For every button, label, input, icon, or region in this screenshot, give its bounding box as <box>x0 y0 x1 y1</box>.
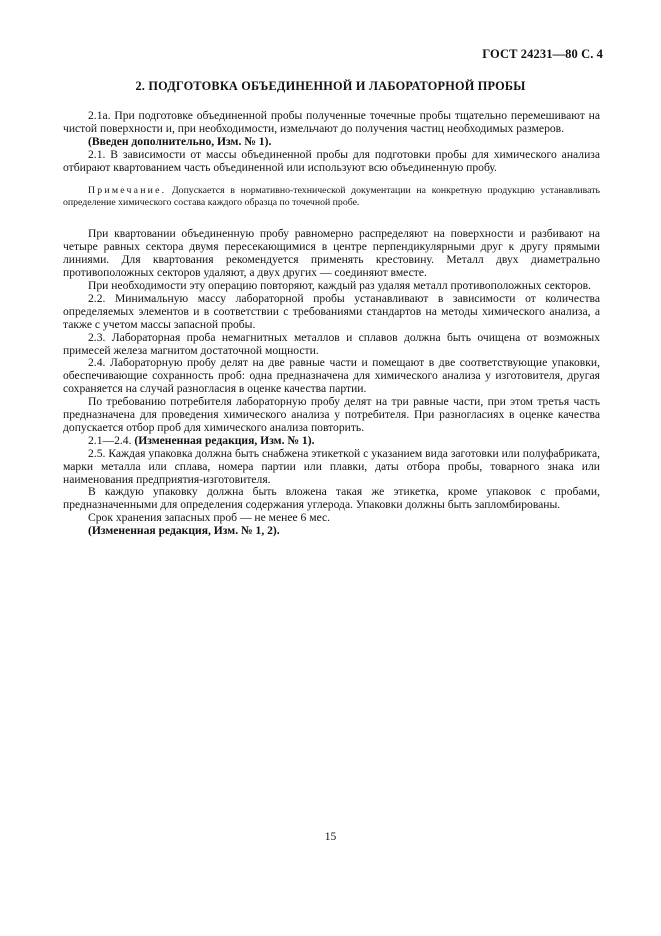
paragraph-consumer: По требованию потребителя лабораторную пробу делят на три равные части, при этом третья часть предназначена для проведения химического анализа у потребителя. При разногласиях в оценке качества допускается отбор проб для химического анализа повторить. <box>63 395 600 434</box>
note-paragraph <box>63 185 600 210</box>
final-amendment: (Измененная редакция, Изм. № 1, 2). <box>88 524 280 538</box>
document-header: ГОСТ 24231—80 С. 4 <box>482 47 603 61</box>
amendment-2-1-to-2-4 <box>63 435 600 448</box>
paragraph-2-3: 2.3. Лабораторная проба немагнитных металлов и сплавов должна быть очищена от возможных примесей железа магнитом достаточной мощности. <box>63 330 600 357</box>
paragraph-2-4: 2.4. Лабораторную пробу делят на две равные части и помещают в две соответствующие упаковки, обеспечивающие сохранность проб: одна предназначена для химического анализа у изготовителя, другая сохраняется на случай разногласия в оценке качества партии. <box>63 356 600 396</box>
paragraph-2-1: 2.1. В зависимости от массы объединенной пробы для подготовки пробы для химического анализа отбирают квартованием часть объединенной или используют всю объединенную пробу. <box>63 147 600 174</box>
amendment-range-text: (Измененная редакция, Изм. № 1). <box>134 433 315 447</box>
paragraph-2-2: 2.2. Минимальную массу лабораторной пробы устанавливают в зависимости от количества определяемых элементов и в соответствии с требованиями стандартов на методы химического анализа, а также с учетом массы запасной пробы. <box>63 291 600 331</box>
section-title: 2. ПОДГОТОВКА ОБЪЕДИНЕННОЙ И ЛАБОРАТОРНОЙ ПРОБЫ <box>135 79 526 93</box>
note-text: Допускается в нормативно-технической документации на конкретную продукцию устанавливать определение химического состава каждого образца по точечной пробе. <box>63 184 600 208</box>
paragraph-2-5: 2.5. Каждая упаковка должна быть снабжена этикеткой с указанием вида заготовки или полуфабриката, марки металла или сплава, номера партии или плавки, даты отбора пробы, товарного знака или наименования предприятия-изготовителя. <box>63 446 600 486</box>
paragraph-quartering: При квартовании объединенную пробу равномерно распределяют на поверхности и разбивают на четыре равных сектора двумя пересекающимися в центре перпендикулярными друг к другу прямыми линиями. Для квартования рекомендуется применять крестовину. Металл двух диаметрально противоположных секторов удаляют, а двух других — соединяют вместе. <box>63 227 600 280</box>
paragraph-package: В каждую упаковку должна быть вложена такая же этикетка, кроме упаковок с пробами, предназначенными для определения содержания углерода. Упаковки должны быть запломбированы. <box>63 485 600 512</box>
paragraph-2-1a: 2.1а. При подготовке объединенной пробы полученные точечные пробы тщательно перемешивают на чистой поверхности и, при необходимости, измельчают до получения частиц необходимых размеров. <box>63 109 600 135</box>
amendment-range: 2.1—2.4. <box>88 433 132 447</box>
note-label: Примечание. <box>88 184 167 196</box>
paragraph-storage: Срок хранения запасных проб — не менее 6 мес. <box>88 511 331 525</box>
paragraph-repeat: При необходимости эту операцию повторяют, каждый раз удаляя металл противоположных секторов. <box>88 278 592 292</box>
page-number: 15 <box>324 831 337 843</box>
amendment-note-2-1a: (Введен дополнительно, Изм. № 1). <box>88 134 272 148</box>
section-body <box>63 110 600 538</box>
